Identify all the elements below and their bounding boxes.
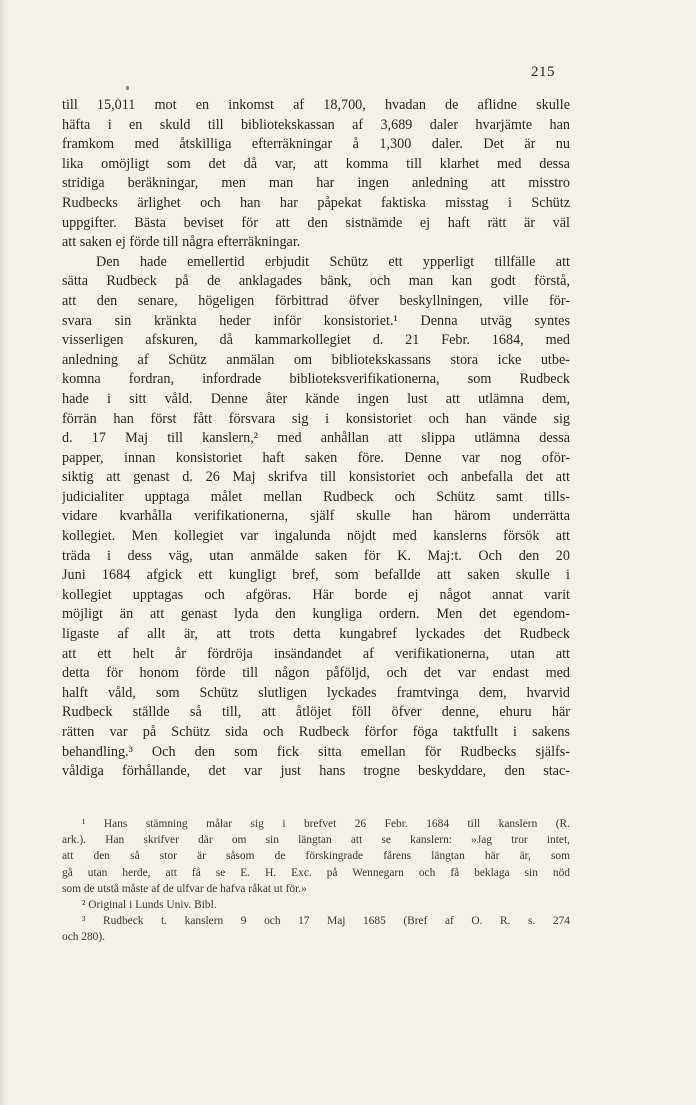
body-line: papper, innan konsistoriet haft saken före. Denne var nog oför-: [62, 449, 570, 466]
body-line: ligaste af allt är, att trots detta kungabref lyckades det Rudbeck: [62, 626, 570, 643]
body-line: Rudbeck ställde så till, att åtlöjet föll öfver denne, ehuru här: [62, 704, 570, 721]
scan-speck: [126, 86, 129, 90]
body-text: [62, 96, 570, 782]
page-number: 215: [531, 64, 555, 80]
body-line: till 15,011 mot en inkomst af 18,700, hvadan de aflidne skulle: [62, 97, 570, 113]
body-line: visserligen afskuren, då kammarkollegiet d. 21 Febr. 1684, med: [62, 332, 570, 349]
body-line: kollegiet. Men kollegiet var ingalunda nöjdt med kanslerns försök att: [62, 528, 570, 545]
footnote-line: som de utstå måste af de ulfvar de hafva råkat ut för.»: [62, 882, 307, 895]
body-line: uppgifter. Bästa beviset för att den sistnämde ej haft rätt är väl: [62, 214, 570, 231]
body-line: kollegiet upptagas och afgöras. Här borde ej något annat varit: [62, 586, 570, 603]
body-line: framkom med åtskilliga efterräkningar å 1,300 daler. Det är nu: [62, 136, 570, 153]
body-line: träda i dess väg, utan anmälde saken för K. Maj:t. Och den 20: [62, 547, 570, 564]
body-line: d. 17 Maj till kanslern,² med anhållan att slippa utlämna dessa: [62, 430, 570, 447]
body-line: att saken ej förde till några efterräkningar.: [62, 234, 301, 251]
footnotes: [62, 816, 570, 946]
body-line: våldiga förhållande, det var just hans trogne beskyddare, den stac-: [62, 763, 570, 780]
footnote-line: att den så stor är såsom de förskingrade fårens längtan här är, som: [62, 850, 570, 863]
body-line: möjligt än att genast lyda den kungliga ordern. Men det egendom-: [62, 606, 570, 623]
body-line: komna fordran, infordrade biblioteksverifikationerna, som Rudbeck: [62, 371, 570, 388]
body-line: Rudbecks ärlighet och han har påpekat faktiska misstag i Schütz: [62, 194, 570, 211]
body-line: detta för honom förde till någon påföljd, och det var endast med: [62, 665, 570, 682]
footnote-line: ² Original i Lunds Univ. Bibl.: [82, 898, 217, 911]
footnote-line: ¹ Hans stämning målar sig i brefvet 26 Febr. 1684 till kanslern (R.: [82, 818, 570, 830]
body-line: siktig att genast d. 26 Maj skrifva till konsistoriet och anbefalla det att: [62, 469, 570, 486]
body-line: hade i sitt våld. Denne åter kände ingen lust att utlämna dem,: [62, 390, 570, 407]
body-line: lika omöjligt som det då var, att komma till klarhet med dessa: [62, 155, 570, 172]
body-line: judicialiter upptaga målet mellan Rudbeck och Schütz samt tills-: [62, 488, 570, 505]
body-line: att ett helt år fördröja insändandet af verifikationerna, utan att: [62, 645, 570, 662]
body-line: anledning af Schütz anmälan om bibliotekskassans stora icke utbe-: [62, 351, 570, 368]
footnote-line: och 280).: [62, 931, 106, 944]
body-line: stridiga beräkningar, men man har ingen anledning att misstro: [62, 175, 570, 192]
body-line: rätten var på Schütz sida och Rudbeck förfor föga taktfullt i sakens: [62, 724, 570, 740]
body-line: vidare kvarhålla verifikationerna, själf skulle han härom underrätta: [62, 508, 570, 525]
body-line: svara sin kränkta heder inför konsistoriet.¹ Denna utväg syntes: [62, 312, 570, 329]
body-line: behandling.³ Och den som fick sitta emellan för Rudbecks själfs-: [62, 743, 570, 760]
footnote-line: ³ Rudbeck t. kanslern 9 och 17 Maj 1685 (Bref af O. R. s. 274: [82, 915, 570, 928]
body-line: förrän han först fått försvara sig i konsistoriet och han vände sig: [62, 410, 570, 427]
footnote-line: ark.). Han skrifver där om sin längtan att se kanslern: »Jag tror intet,: [62, 834, 570, 847]
body-line: Den hade emellertid erbjudit Schütz ett ypperligt tillfälle att: [96, 253, 570, 270]
body-line: halft våld, som Schütz slutligen lyckades framtvinga dem, hvarvid: [62, 684, 570, 701]
body-line: sätta Rudbeck på de anklagades bänk, och man kan godt förstå,: [62, 273, 570, 290]
body-line: häfta i en skuld till bibliotekskassan af 3,689 daler hvarjämte han: [62, 116, 570, 133]
body-line: Juni 1684 afgick ett kungligt bref, som befallde att saken skulle i: [62, 567, 570, 584]
body-line: att den senare, högeligen förbittrad öfver beskyllningen, ville för-: [62, 292, 570, 309]
footnote-line: gå utan herde, att få se E. H. Exc. på Wennegarn och få beklaga sin nöd: [62, 866, 570, 879]
scan-edge-shadow: [0, 0, 6, 1105]
